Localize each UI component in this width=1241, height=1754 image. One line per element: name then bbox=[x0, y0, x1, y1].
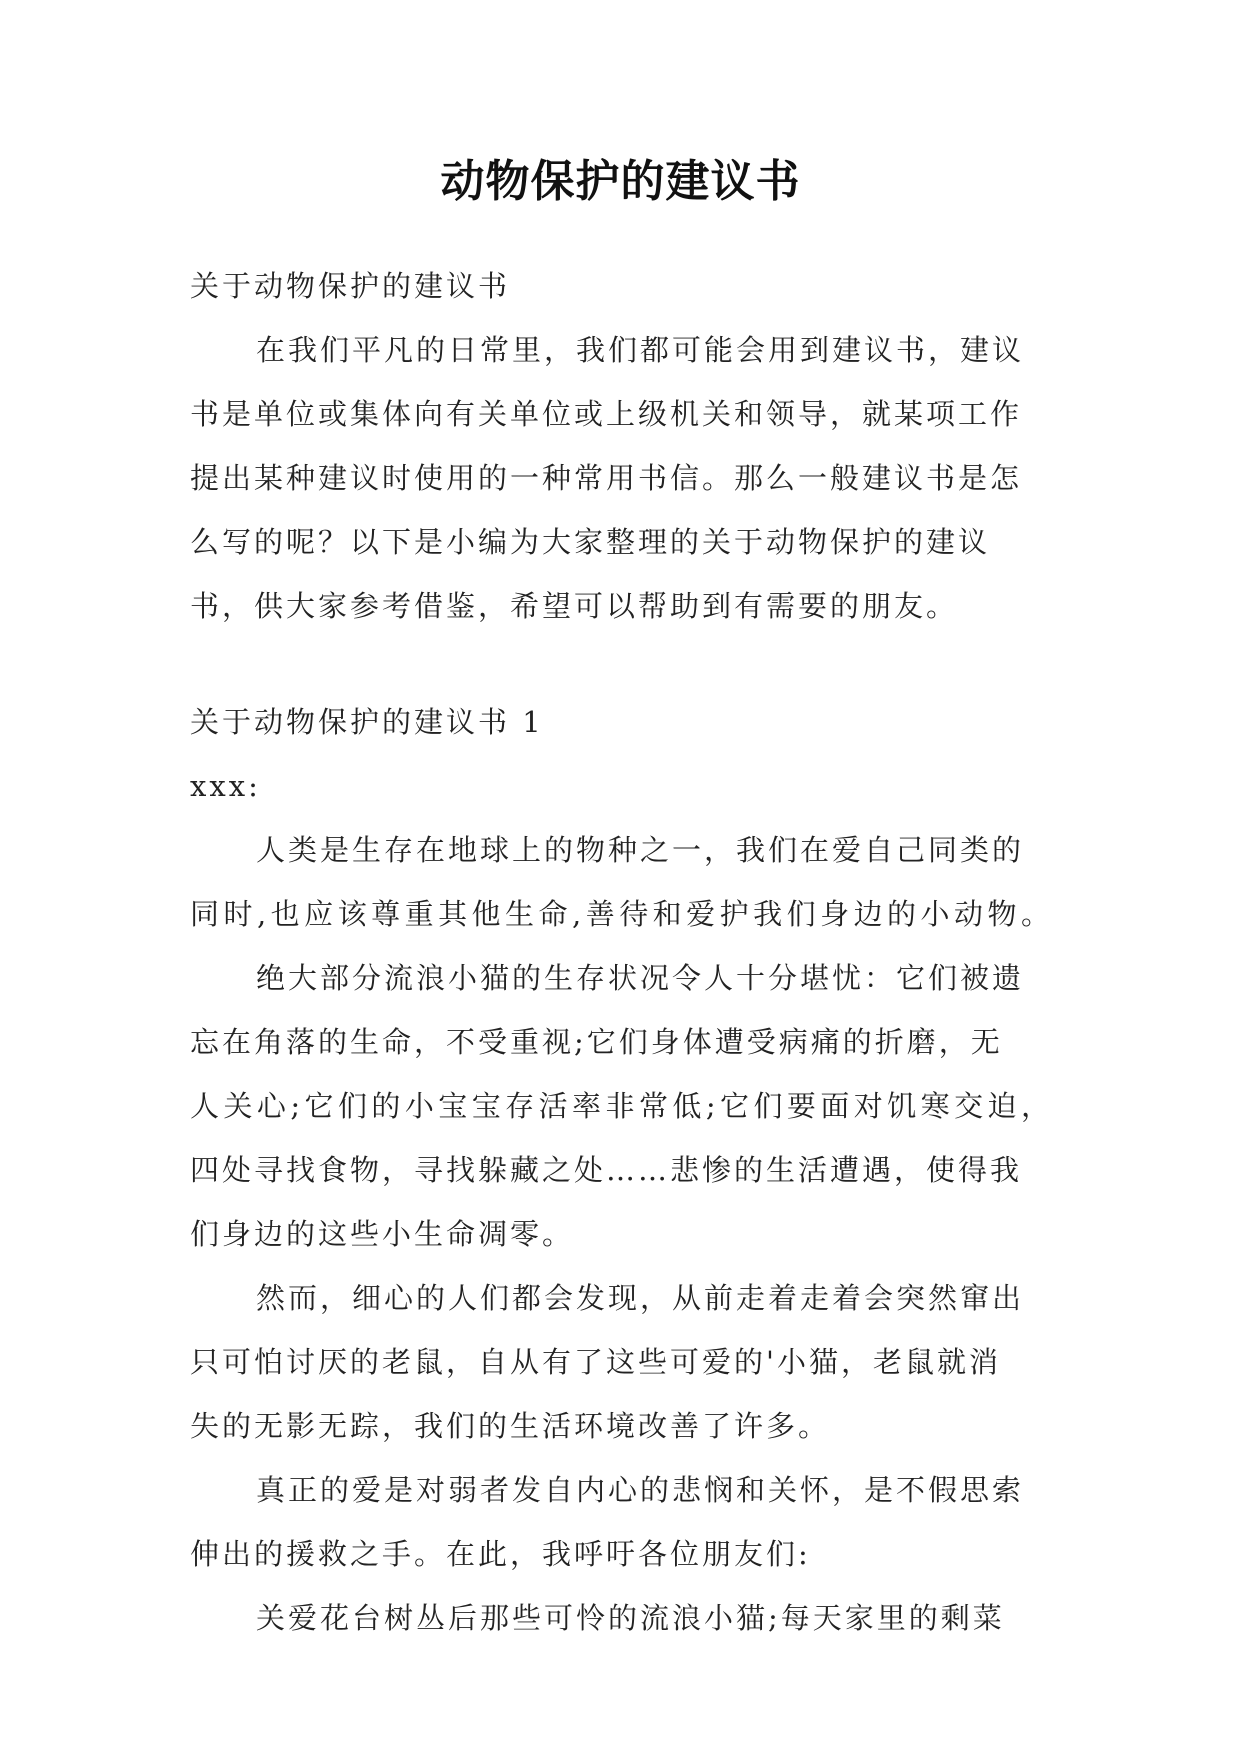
paragraph-line: 人类是生存在地球上的物种之一，我们在爱自己同类的 bbox=[256, 833, 1025, 867]
intro-line: 在我们平凡的日常里，我们都可能会用到建议书，建议 bbox=[256, 333, 1025, 367]
paragraph-line: 四处寻找食物，寻找躲藏之处……悲惨的生活遭遇，使得我 bbox=[190, 1153, 1023, 1187]
paragraph-line: 关爱花台树丛后那些可怜的流浪小猫;每天家里的剩菜 bbox=[256, 1601, 1005, 1635]
letter-section bbox=[190, 690, 1050, 1650]
intro-line: 么写的呢？以下是小编为大家整理的关于动物保护的建议 bbox=[190, 525, 991, 559]
paragraph-line: 只可怕讨厌的老鼠，自从有了这些可爱的'小猫，老鼠就消 bbox=[190, 1345, 1001, 1379]
intro-line: 书是单位或集体向有关单位或上级机关和领导，就某项工作 bbox=[190, 397, 1023, 431]
paragraph-line: 真正的爱是对弱者发自内心的悲悯和关怀，是不假思索 bbox=[256, 1473, 1025, 1507]
intro-line: 书，供大家参考借鉴，希望可以帮助到有需要的朋友。 bbox=[190, 589, 959, 623]
paragraph-line: 绝大部分流浪小猫的生存状况令人十分堪忧：它们被遗 bbox=[256, 961, 1025, 995]
intro-heading: 关于动物保护的建议书 bbox=[190, 269, 511, 303]
paragraph-line: 失的无影无踪，我们的生活环境改善了许多。 bbox=[190, 1409, 831, 1443]
paragraph-line: 伸出的援救之手。在此，我呼吁各位朋友们: bbox=[190, 1537, 811, 1571]
salutation: xxx: bbox=[190, 769, 261, 803]
section-heading: 关于动物保护的建议书 1 bbox=[190, 705, 544, 739]
paragraph-line: 忘在角落的生命，不受重视;它们身体遭受病痛的折磨，无 bbox=[190, 1025, 1003, 1059]
intro-line: 提出某种建议时使用的一种常用书信。那么一般建议书是怎 bbox=[190, 461, 1023, 495]
paragraph-line: 人关心;它们的小宝宝存活率非常低;它们要面对饥寒交迫， bbox=[190, 1089, 1050, 1123]
paragraph-line: 然而，细心的人们都会发现，从前走着走着会突然窜出 bbox=[256, 1281, 1025, 1315]
intro-section bbox=[190, 254, 1050, 638]
paragraph-line: 同时,也应该尊重其他生命,善待和爱护我们身边的小动物。 bbox=[190, 897, 1050, 931]
paragraph-line: 们身边的这些小生命凋零。 bbox=[190, 1217, 575, 1251]
document-title: 动物保护的建议书 bbox=[440, 156, 801, 207]
